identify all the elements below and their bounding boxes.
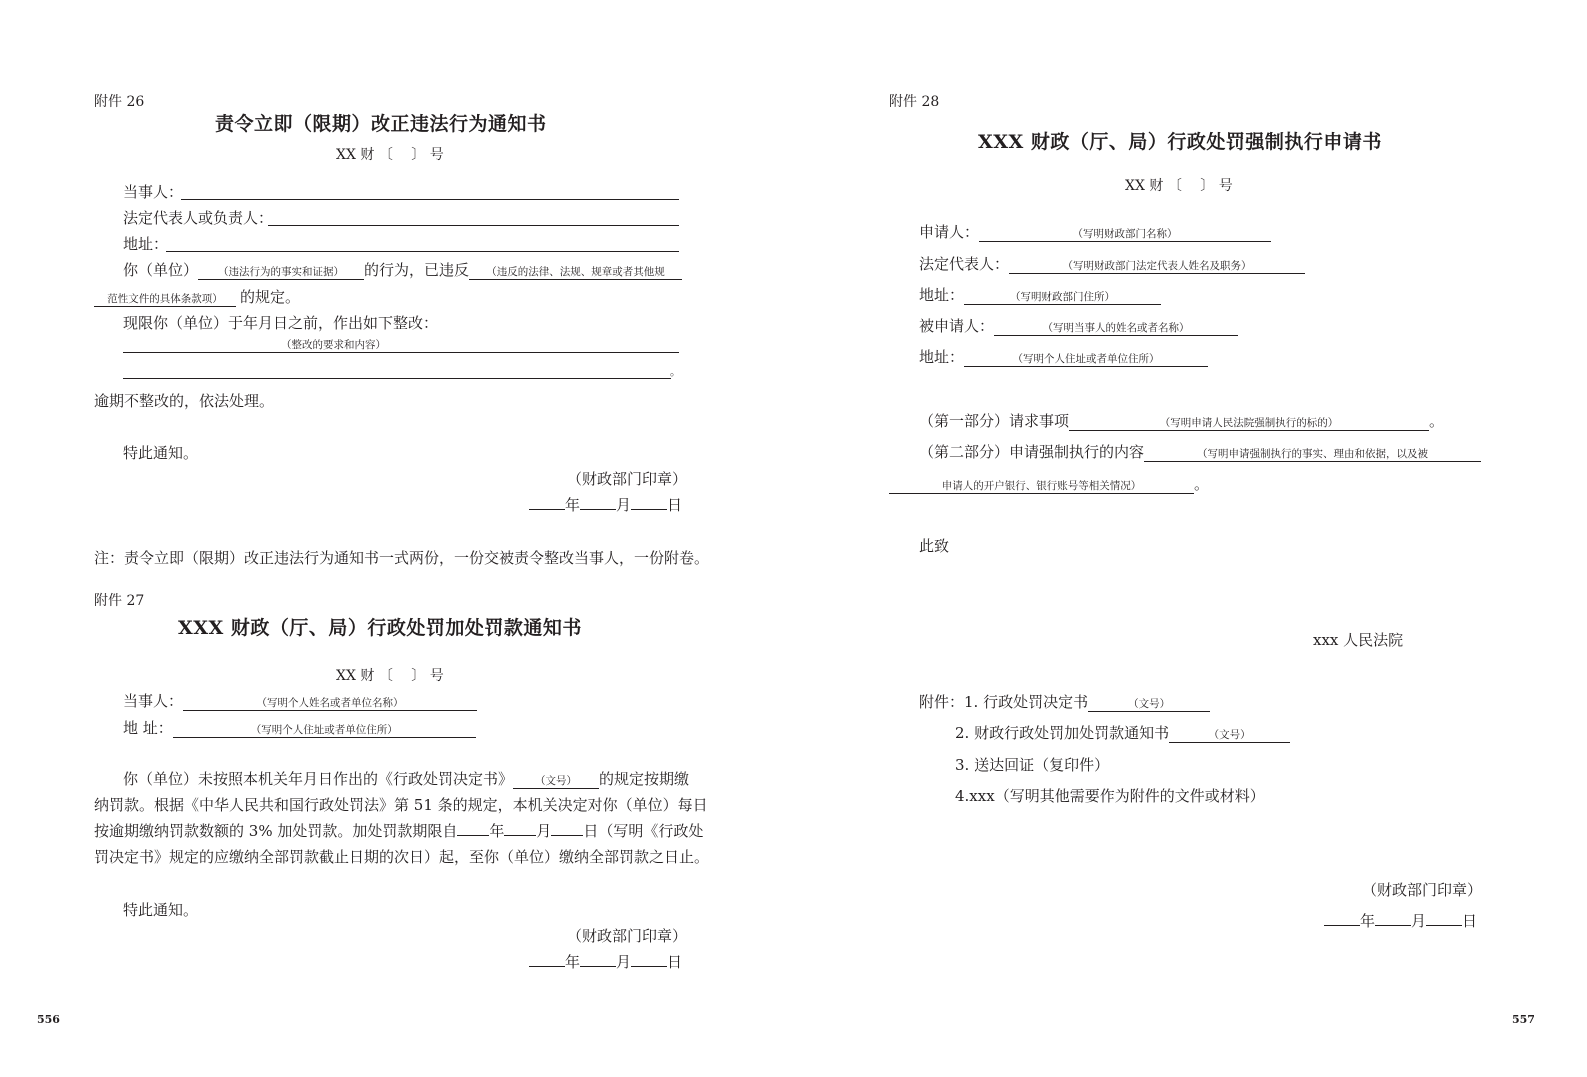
- a27-party-hint: （写明个人姓名或者单位名称）: [183, 696, 477, 711]
- a28-seal-placeholder: （财政部门印章）: [1362, 881, 1483, 899]
- attachment-28-label: 附件 28: [889, 94, 940, 110]
- rectification-paragraph: 现限你（单位）于年月日之前，作出如下整改：: [123, 314, 439, 332]
- enforcement-content-line: （第二部分）申请强制执行的内容 （写明申请强制执行的事实、理由和依据，以及被: [919, 442, 1481, 462]
- year-label: 年: [565, 496, 581, 514]
- rectification-line-1: [123, 352, 679, 353]
- violation-text-c: 的规定。: [240, 288, 301, 306]
- date-line: [529, 495, 682, 515]
- a27-body-text-a: 你（单位）未按照本机关年月日作出的《行政处罚决定书》: [123, 770, 514, 788]
- applicant-hint: （写明财政部门名称）: [979, 227, 1271, 242]
- violation-text-b: 的行为，已违反: [364, 261, 470, 279]
- a27-body-line3: 按逾期缴纳罚款数额的 3% 加处罚款。加处罚款期限自 年 月 日（写明《行政处: [94, 822, 704, 840]
- rectification-hint: （整改的要求和内容）: [281, 339, 386, 351]
- attachment-item-3: 3. 送达回证（复印件）: [955, 756, 1110, 774]
- a28-date-line: 年 月 日: [1324, 911, 1477, 931]
- seal-placeholder: （财政部门印章）: [567, 470, 688, 488]
- applicant-line: 申请人： （写明财政部门名称）: [919, 222, 1271, 242]
- enforcement-content-hint-cont: 申请人的开户银行、银行账号等相关情况）: [889, 479, 1194, 494]
- a27-party-label: 当事人：: [123, 692, 184, 710]
- request-items-line: （第一部分）请求事项 （写明申请人民法院强制执行的标的） 。: [919, 412, 1445, 430]
- legal-rep-label: 法定代表人或负责人：: [123, 209, 274, 227]
- address-label: 地址：: [123, 235, 169, 253]
- a28-address-line: 地址： （写明财政部门住所）: [919, 285, 1161, 305]
- court-name: xxx 人民法院: [1313, 631, 1404, 649]
- legal-rep-line: [268, 225, 679, 226]
- violated-law-hint-cont: 范性文件的具体条款项）: [94, 292, 236, 307]
- a27-address-label: 地 址：: [123, 719, 173, 737]
- day-label: 日: [667, 496, 683, 514]
- address-line: [166, 251, 679, 252]
- violated-law-hint: （违反的法律、法规、规章或者其他规: [469, 265, 682, 280]
- enforcement-content-hint: （写明申请强制执行的事实、理由和依据，以及被: [1144, 447, 1481, 462]
- enforcement-content-line2: 申请人的开户银行、银行账号等相关情况） 。: [889, 474, 1209, 494]
- a27-body-line2: 纳罚款。根据《中华人民共和国行政处罚法》第 51 条的规定，本机关决定对你（单位）每日: [94, 796, 708, 814]
- a27-party-line: [123, 691, 477, 711]
- a27-notice-text: 特此通知。: [123, 901, 199, 919]
- violation-text-a: 你（单位）: [123, 261, 199, 279]
- violation-paragraph-line1: [123, 260, 682, 280]
- respondent-address-hint: （写明个人住址或者单位住所）: [964, 352, 1208, 367]
- a27-doc-number-hint: （文号）: [513, 774, 599, 789]
- request-items-hint: （写明申请人民法院强制执行的标的）: [1069, 416, 1429, 431]
- party-label: 当事人：: [123, 183, 184, 201]
- respondent-hint: （写明当事人的姓名或者名称）: [994, 321, 1238, 336]
- right-page-number: 557: [1512, 1013, 1535, 1026]
- party-line: [181, 199, 679, 200]
- attachment-item-4: 4.xxx（写明其他需要作为附件的文件或材料）: [955, 787, 1265, 805]
- month-label: 月: [616, 496, 632, 514]
- attachment-26-label: 附件 26: [94, 94, 145, 110]
- overdue-text: 逾期不整改的，依法处理。: [94, 392, 275, 410]
- notice-text: 特此通知。: [123, 444, 199, 462]
- left-page-number: 556: [37, 1013, 60, 1026]
- attachment-26-doc-number: XX 财 〔 〕 号: [336, 147, 444, 163]
- a28-address-hint: （写明财政部门住所）: [964, 290, 1161, 305]
- respondent-address-line: 地址： （写明个人住址或者单位住所）: [919, 347, 1208, 367]
- violation-facts-hint: （违法行为的事实和证据）: [198, 265, 364, 280]
- a27-body-line1: [123, 769, 689, 789]
- rectification-line-2: [123, 378, 671, 379]
- attachment-26-title: 责令立即（限期）改正违法行为通知书: [215, 113, 547, 135]
- a28-legal-rep-line: 法定代表人： （写明财政部门法定代表人姓名及职务）: [919, 254, 1305, 274]
- attachment-27-label: 附件 27: [94, 593, 145, 609]
- a27-address-line: [123, 718, 476, 738]
- salutation: 此致: [919, 537, 950, 555]
- attachment-28-doc-number: XX 财 〔 〕 号: [1125, 178, 1233, 194]
- violation-paragraph-line2: [94, 287, 300, 307]
- a27-seal-placeholder: （财政部门印章）: [567, 927, 688, 945]
- attachment-item-1: 附件：1. 行政处罚决定书 （文号）: [919, 692, 1210, 712]
- a27-body-text-b: 的规定按期缴: [599, 770, 690, 788]
- attachment-27-title: XXX 财政（厅、局）行政处罚加处罚款通知书: [178, 617, 582, 639]
- respondent-line: 被申请人： （写明当事人的姓名或者名称）: [919, 316, 1238, 336]
- a27-date-line: 年 月 日: [529, 952, 682, 972]
- attachment-item-2: 2. 财政行政处罚加处罚款通知书 （文号）: [955, 723, 1290, 743]
- attachment-27-doc-number: XX 财 〔 〕 号: [336, 668, 444, 684]
- attachment-28-title: XXX 财政（厅、局）行政处罚强制执行申请书: [978, 131, 1382, 153]
- a27-address-hint: （写明个人住址或者单位住所）: [173, 723, 476, 738]
- a27-body-line4: 罚决定书》规定的应缴纳全部罚款截止日期的次日）起，至你（单位）缴纳全部罚款之日止。: [94, 848, 710, 866]
- rectification-end: 。: [670, 366, 681, 378]
- a28-legal-rep-hint: （写明财政部门法定代表人姓名及职务）: [1009, 259, 1305, 274]
- attachment-26-note: 注：责令立即（限期）改正违法行为通知书一式两份，一份交被责令整改当事人，一份附卷。: [94, 549, 710, 567]
